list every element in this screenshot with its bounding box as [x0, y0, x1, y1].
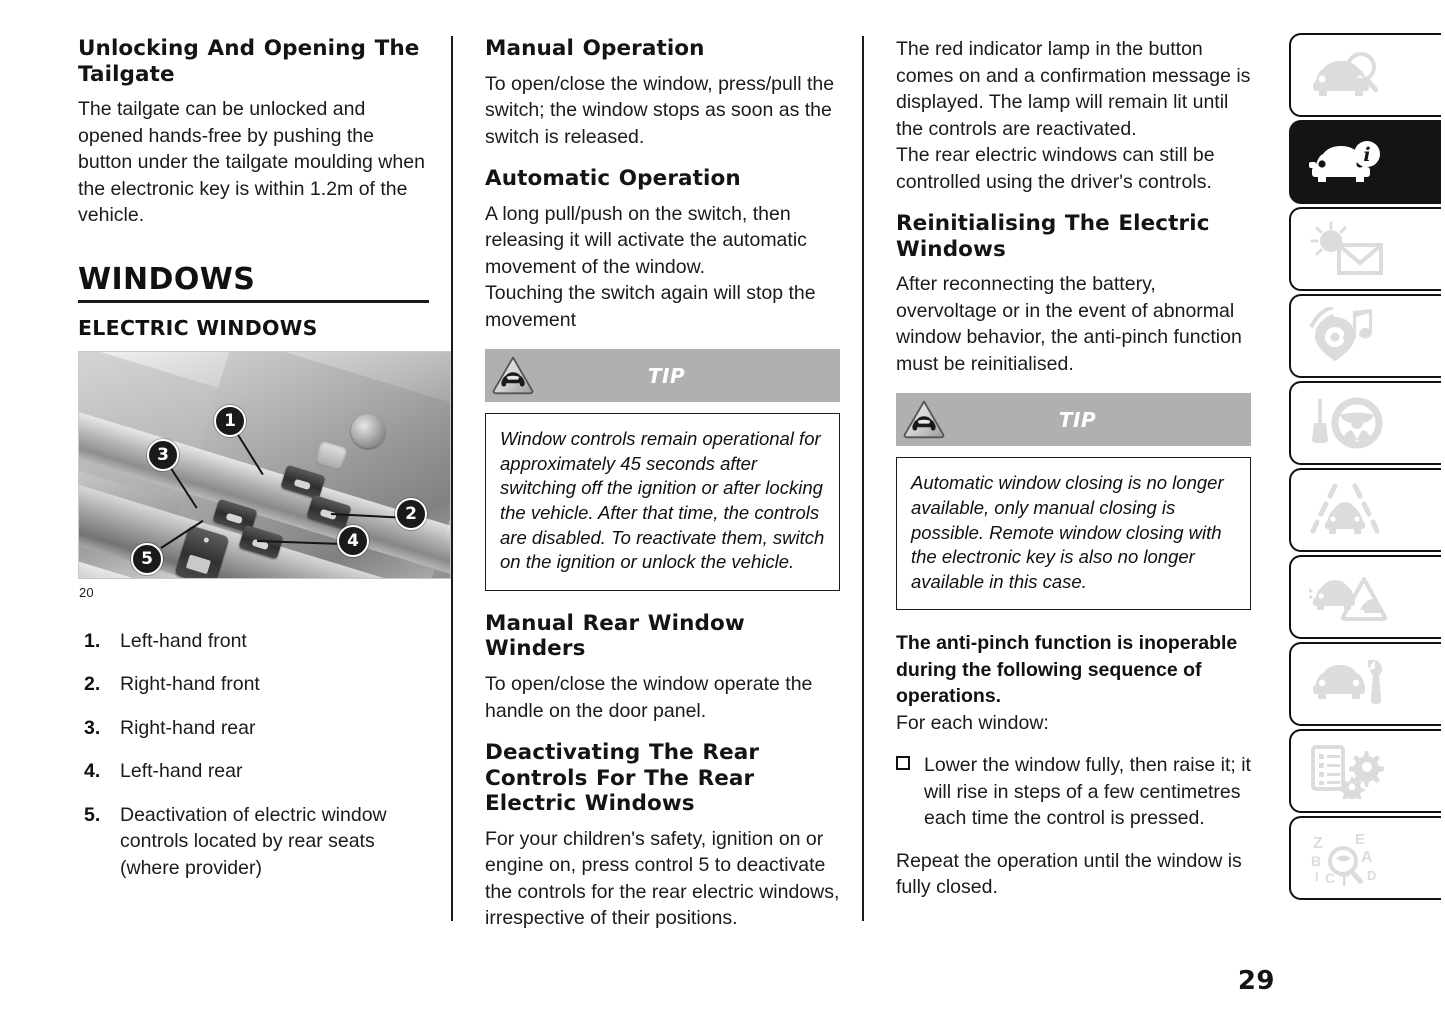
- list-item-label: Left-hand front: [120, 629, 247, 652]
- svg-text:D: D: [1367, 868, 1377, 883]
- svg-text:i: i: [1363, 144, 1371, 166]
- sidebar-tab-technical-specs[interactable]: [1289, 729, 1441, 813]
- list-item-label: Deactivation of electric window controls located by rear seats (where provider): [120, 803, 387, 879]
- page-columns: [78, 36, 1273, 930]
- figure-door-panel: [78, 351, 451, 600]
- column-middle: [451, 36, 862, 930]
- callout-legend-list: [78, 628, 429, 882]
- page-number: 29: [1237, 966, 1275, 996]
- sidebar-tab-car-maintenance[interactable]: [1289, 642, 1441, 726]
- sidebar-tab-car-information[interactable]: [1289, 120, 1441, 204]
- svg-text:C: C: [1325, 870, 1336, 886]
- tip-header-bar: [485, 349, 840, 402]
- list-item-number: 5.: [84, 803, 101, 826]
- subheading-electric-windows: ELECTRIC WINDOWS: [78, 315, 318, 340]
- paragraph-indicator-lamp: The red indicator lamp in the button comes on and a confirmation message is displayed. The lamp will remain lit until the controls are reactivated.: [896, 38, 1251, 140]
- paragraph-reinitialising: After reconnecting the battery, overvoltage or in the event of abnormal window behavior, the anti-pinch function must be reinitialised.: [896, 273, 1242, 375]
- sidebar-tab-lighting-wipers[interactable]: [1289, 207, 1441, 291]
- alphabetical-index-icon: [1309, 830, 1399, 886]
- callout-5: 5: [131, 543, 163, 575]
- square-bullet-icon: [896, 756, 910, 770]
- list-item-label: Left-hand rear: [120, 760, 243, 783]
- tip-text: Automatic window closing is no longer available, only manual closing is possible. Remote window closing with the electronic key is also no longer available in this case.: [911, 472, 1224, 592]
- sidebar-tab-alphabetical-index[interactable]: [1289, 816, 1441, 900]
- chapter-tab-sidebar: [1289, 33, 1441, 900]
- mirror-adjust-knob: [351, 414, 385, 448]
- steering-wheel-icon: [1309, 397, 1391, 449]
- figure-image: [78, 351, 451, 579]
- warning-triangle-car-icon: [491, 353, 535, 397]
- section-title-windows: WINDOWS: [78, 261, 256, 297]
- warning-triangle-car-icon: [902, 397, 946, 441]
- svg-text:Z: Z: [1313, 835, 1323, 852]
- sidebar-tab-lane-assist[interactable]: [1289, 468, 1441, 552]
- svg-text:T: T: [1339, 871, 1350, 886]
- svg-text:I: I: [1315, 869, 1319, 884]
- sidebar-tab-car-inspection[interactable]: [1289, 33, 1441, 117]
- heading-manual-operation: Manual Operation: [485, 36, 705, 61]
- section-rule: [78, 300, 429, 303]
- heading-automatic-operation: Automatic Operation: [485, 166, 741, 192]
- tip-body-automatic-closing: [896, 457, 1251, 610]
- list-item: [78, 715, 429, 742]
- tip-label: TIP: [647, 363, 686, 388]
- antipinch-steps-list: [896, 752, 1251, 832]
- media-navigation-icon: [1309, 307, 1391, 365]
- heading-manual-rear-window-winders: Manual Rear Window Winders: [485, 610, 745, 662]
- heading-deactivating-rear-controls: Deactivating The Rear Controls For The Rear Electric Windows: [485, 740, 760, 817]
- paragraph-manual-operation: To open/close the window, press/pull the switch; the window stops as soon as the switch is released.: [485, 72, 835, 148]
- tip-label: TIP: [1058, 407, 1097, 432]
- tip-body-window-controls: [485, 413, 840, 591]
- list-item: [896, 752, 1251, 832]
- list-item-number: 2.: [84, 673, 101, 696]
- callout-4: 4: [337, 525, 369, 557]
- heading-reinitialising: Reinitialising The Electric Windows: [896, 211, 1210, 262]
- lane-assist-icon: [1309, 482, 1391, 538]
- figure-caption: 20: [79, 584, 94, 600]
- sidebar-tab-media-navigation[interactable]: [1289, 294, 1441, 378]
- breakdown-warning-icon: [1309, 571, 1391, 623]
- column-left: [78, 36, 451, 921]
- spacer: [78, 245, 429, 263]
- list-item-label: Right-hand rear: [120, 716, 256, 739]
- paragraph-repeat: Repeat the operation until the window is fully closed.: [896, 849, 1242, 899]
- paragraph-automatic-operation-2: Touching the switch again will stop the movement: [485, 282, 816, 331]
- tip-text: Window controls remain operational for approximately 45 seconds after switching off the ignition or after locking the vehicle. After that time, the controls are disabled. To reactivate them, switch on the ignition or unlock the vehicle.: [500, 428, 825, 573]
- car-information-icon: [1309, 136, 1391, 188]
- paragraph-for-each-window: For each window:: [896, 711, 1049, 734]
- paragraph-rear-windows: The rear electric windows can still be controlled using the driver's controls.: [896, 144, 1215, 193]
- sidebar-tab-breakdown-warning[interactable]: [1289, 555, 1441, 639]
- svg-text:E: E: [1355, 831, 1366, 848]
- svg-text:B: B: [1311, 853, 1322, 869]
- list-item-number: 3.: [84, 716, 101, 739]
- callout-3: 3: [147, 439, 179, 471]
- list-item-label: Right-hand front: [120, 673, 260, 696]
- list-item: [78, 671, 429, 698]
- list-item-number: 4.: [84, 760, 101, 783]
- lighting-wiper-icon: [1309, 221, 1391, 277]
- technical-specs-icon: [1309, 743, 1391, 799]
- sidebar-tab-steering-wheel[interactable]: [1289, 381, 1441, 465]
- list-item-number: 1.: [84, 629, 101, 652]
- paragraph-deactivating: For your children's safety, ignition on or engine on, press control 5 to deactivate the controls for the rear electric windows, irrespective of their positions.: [485, 827, 840, 930]
- car-maintenance-icon: [1309, 658, 1391, 710]
- heading-unlocking-tailgate: Unlocking And Opening The Tailgate: [78, 36, 420, 87]
- column-right: [862, 36, 1273, 921]
- list-item: [78, 802, 429, 882]
- paragraph-automatic-operation-1: A long pull/push on the switch, then releasing it will activate the automatic movement of the window.: [485, 202, 807, 278]
- list-item-label: Lower the window fully, then raise it; it will rise in steps of a few centimetres each time the control is pressed.: [924, 754, 1251, 830]
- callout-1: 1: [214, 405, 246, 437]
- paragraph-tailgate: The tailgate can be unlocked and opened hands-free by pushing the button under the tailgate moulding when the electronic key is within 1.2m of the vehicle.: [78, 98, 425, 227]
- car-inspection-icon: [1309, 49, 1391, 101]
- paragraph-winders: To open/close the window operate the handle on the door panel.: [485, 673, 813, 722]
- svg-text:A: A: [1361, 849, 1373, 866]
- list-item: [78, 758, 429, 785]
- list-item: [78, 628, 429, 655]
- callout-2: 2: [395, 498, 427, 530]
- heading-antipinch-inoperable: The anti-pinch function is inoperable during the following sequence of operations.: [896, 632, 1238, 708]
- tip-header-bar: [896, 393, 1251, 446]
